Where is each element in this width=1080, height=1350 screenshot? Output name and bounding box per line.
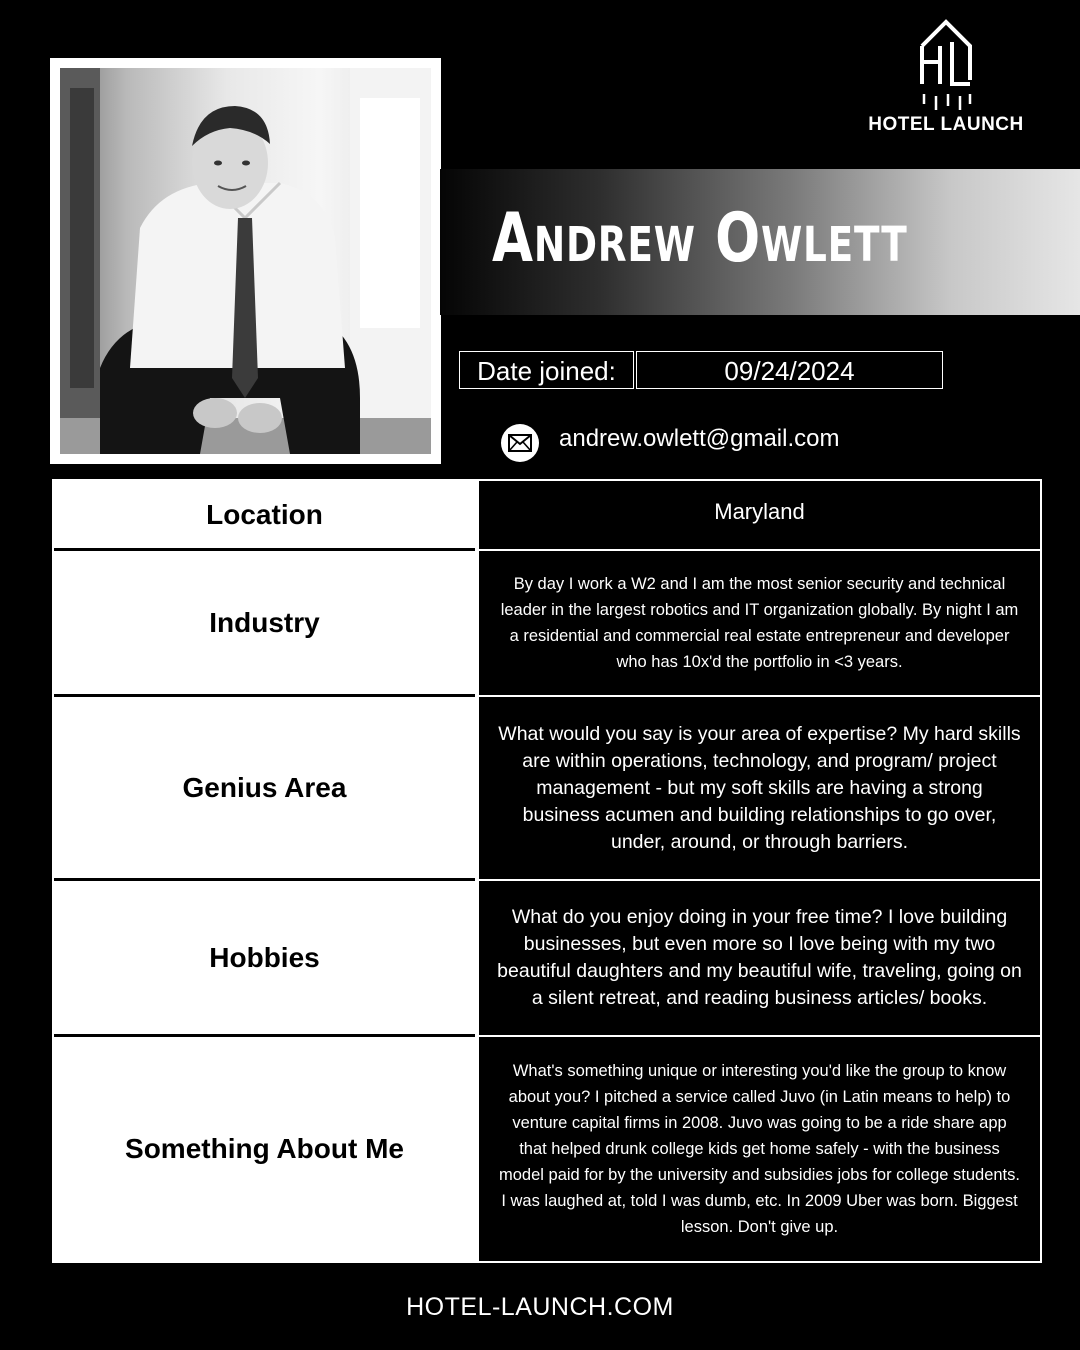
row-value: What would you say is your area of expertise? My hard skills are within operations, technology, and program/ project management - but my soft skills are having a strong business acumen and building relationships to go over, under, around, or through barriers. <box>475 697 1040 881</box>
row-value: Maryland <box>475 481 1040 551</box>
profile-info-table <box>52 479 1042 1263</box>
table-row-something-about-me <box>54 1037 1040 1261</box>
person-photo-icon <box>60 68 431 454</box>
logo-text: HOTEL LAUNCH <box>868 114 1024 135</box>
table-row-genius-area <box>54 697 1040 881</box>
date-joined-label: Date joined: <box>459 351 634 389</box>
row-label: Industry <box>54 551 475 697</box>
footer-website[interactable]: HOTEL-LAUNCH.COM <box>406 1293 674 1321</box>
row-label: Something About Me <box>54 1037 475 1261</box>
table-row-industry <box>54 551 1040 697</box>
row-label: Location <box>54 481 475 551</box>
date-joined-value: 09/24/2024 <box>636 351 943 389</box>
table-row-location <box>54 481 1040 551</box>
house-logo-icon <box>916 18 976 112</box>
profile-name: Andrew Owlett <box>492 199 908 278</box>
row-value: What's something unique or interesting you'd like the group to know about you? I pitched a service called Juvo (in Latin means to help) to venture capital firms in 2008. Juvo was going to be a ride share app that helped drunk college kids get home safely - with the business model paid for by the university and subsidies jobs for college students. I was laughed at, told I was dumb, etc. In 2009 Uber was born. Biggest lesson. Don't give up. <box>475 1037 1040 1261</box>
profile-photo-frame <box>50 58 441 464</box>
name-banner <box>440 169 1080 315</box>
table-row-hobbies <box>54 881 1040 1037</box>
profile-photo <box>60 68 431 454</box>
row-label: Genius Area <box>54 697 475 881</box>
hotel-launch-logo <box>858 18 1034 138</box>
row-value: By day I work a W2 and I am the most senior security and technical leader in the largest robotics and IT organization globally. By night I am a residential and commercial real estate entrepreneur and developer who has 10x'd the portfolio in <3 years. <box>475 551 1040 697</box>
row-label: Hobbies <box>54 881 475 1037</box>
row-value: What do you enjoy doing in your free time? I love building businesses, but even more so I love being with my two beautiful daughters and my beautiful wife, traveling, going on a silent retreat, and reading business articles/ books. <box>475 881 1040 1037</box>
email-address[interactable]: andrew.owlett@gmail.com <box>559 425 840 452</box>
mail-icon <box>500 423 540 463</box>
